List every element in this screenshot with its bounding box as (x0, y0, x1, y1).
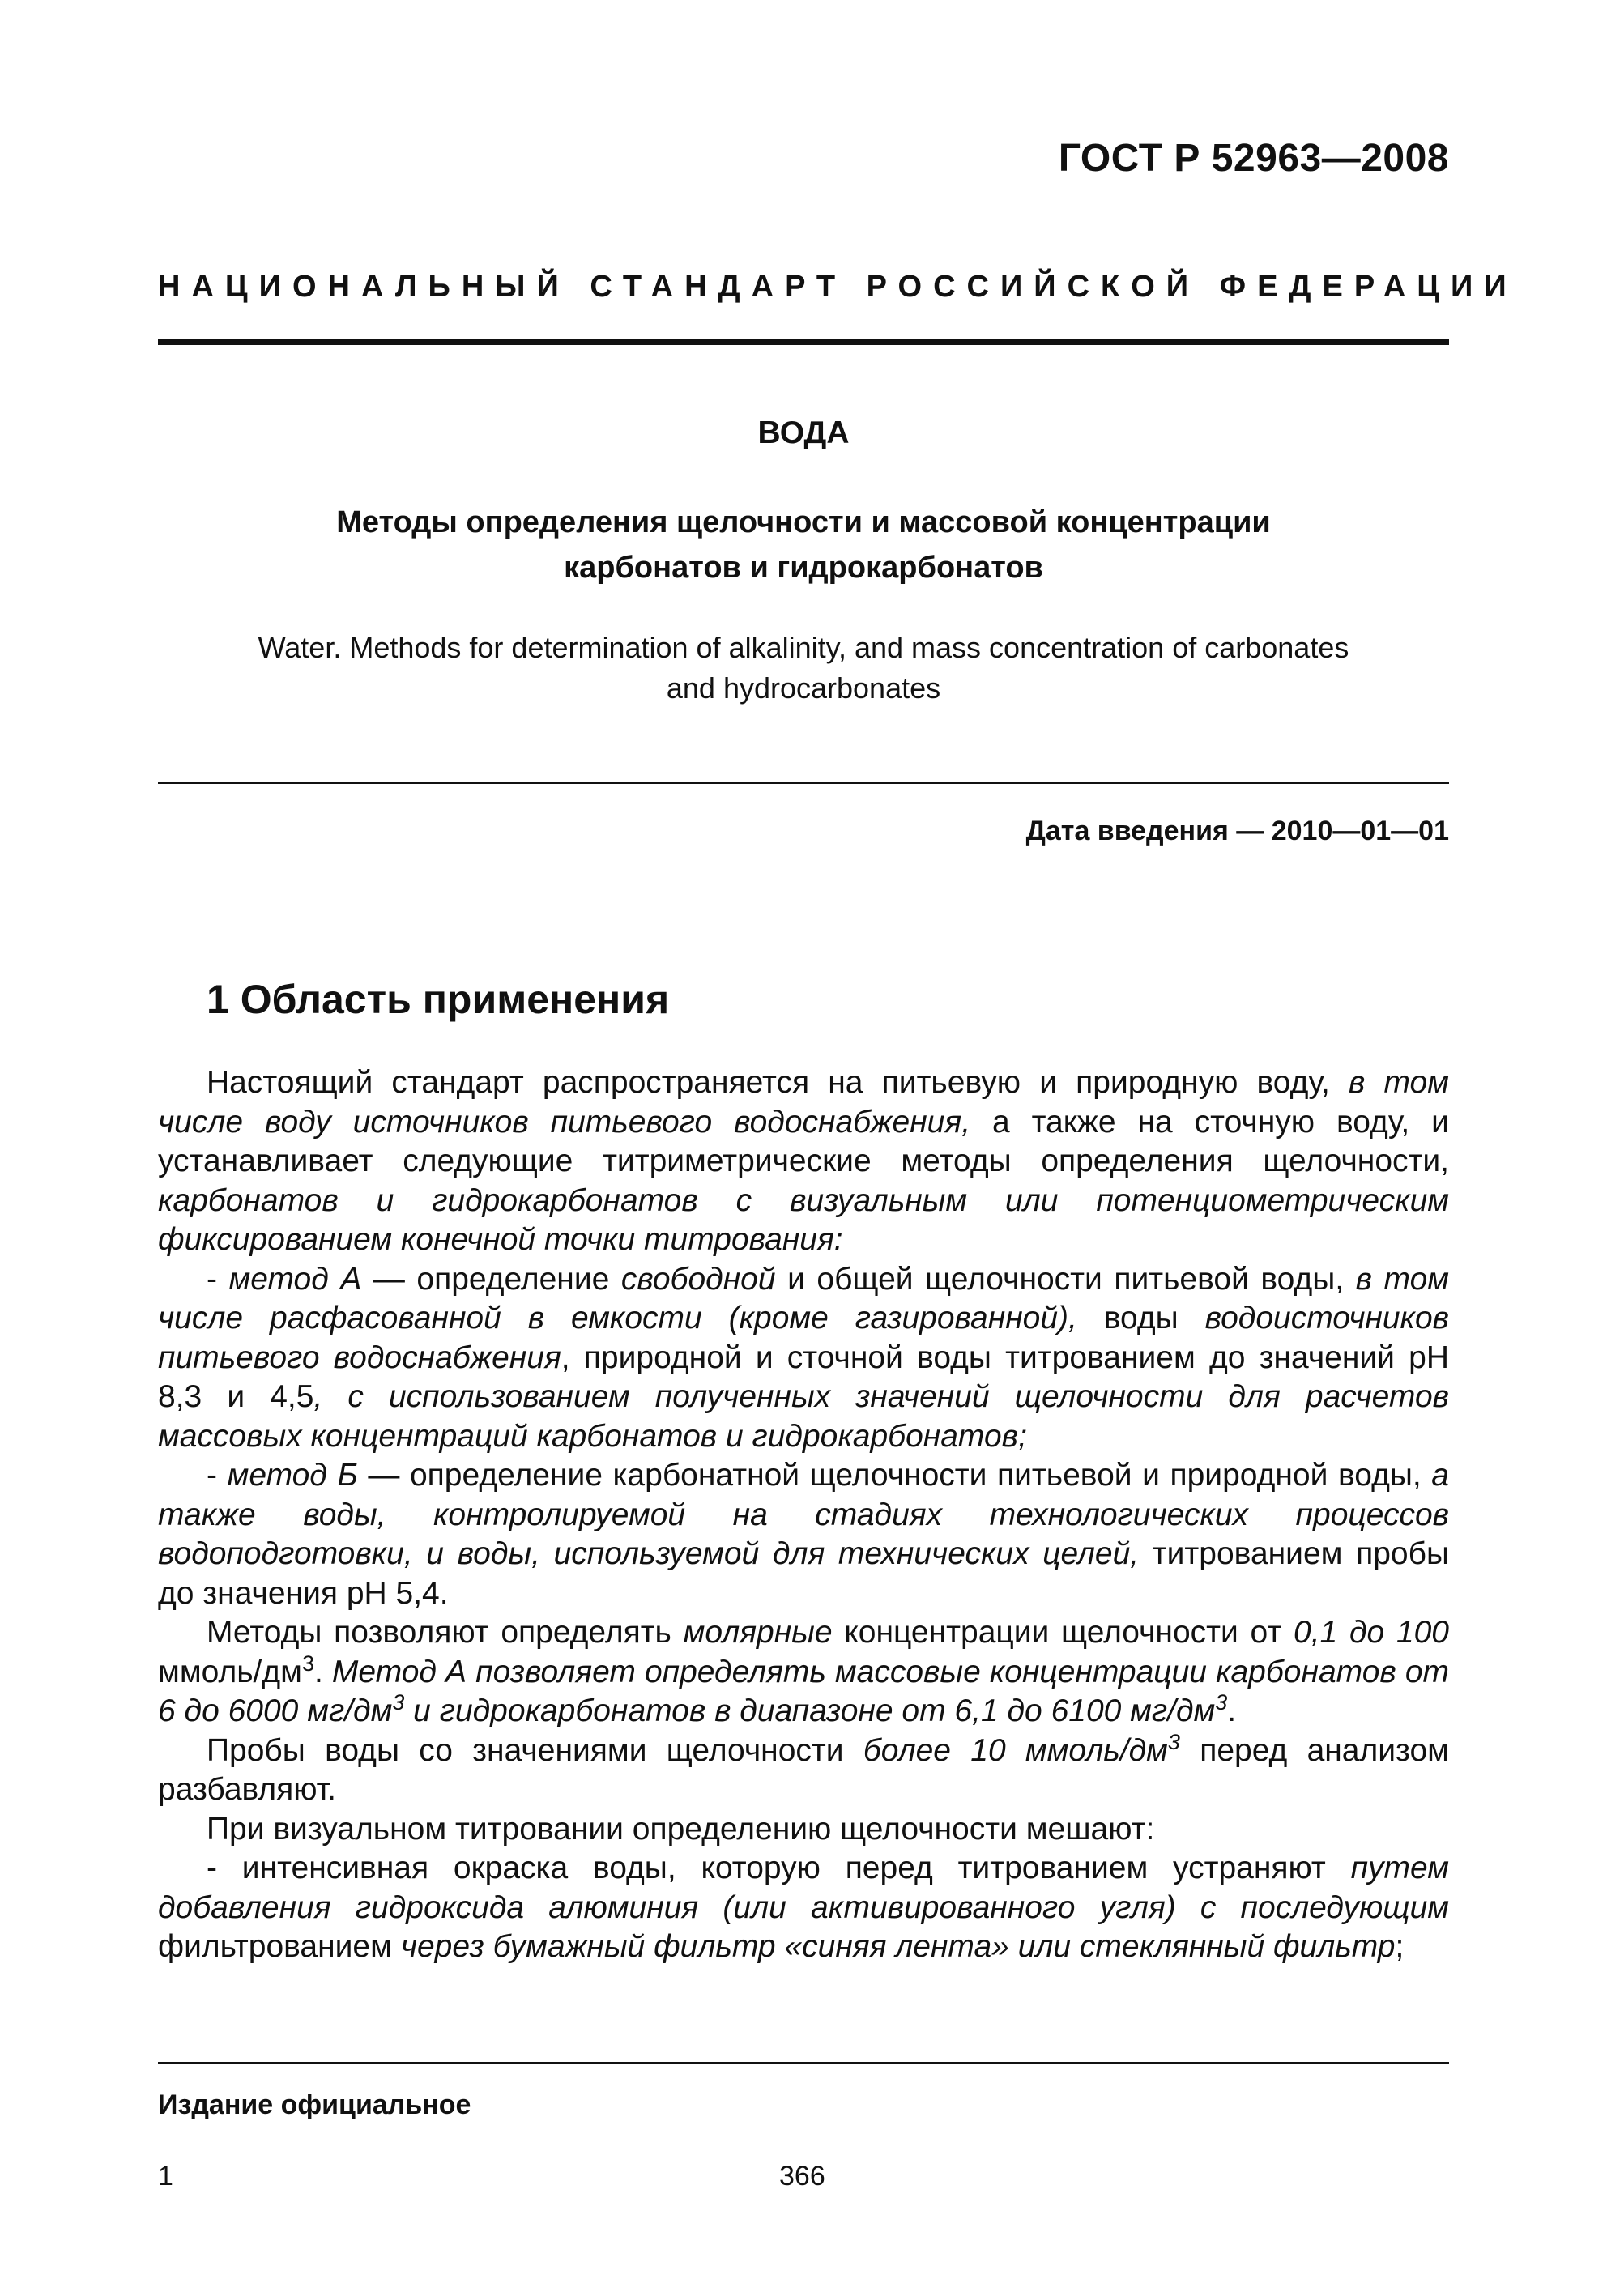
paragraph-method-a: - метод А — определение свободной и общей щелочности питьевой воды, в том числе расфасованной в емкости (кроме газированной), воды водоисточников питьевого водоснабжения, природной и сточной воды титрованием до значений рН 8,3 и 4,5, с использованием полученных значений щелочности для расчетов массовых концентраций карбонатов и гидрокарбонатов; (158, 1261, 1450, 1454)
paragraph-color-interference: - интенсивная окраска воды, которую перед титрованием устраняют путем добавления гидроксида алюминия (или активированного угля) с последующим фильтрованием через бумажный фильтр «синяя лента» или стеклянный фильтр; (158, 1851, 1449, 1964)
page-number-left: 1 (158, 2161, 173, 2192)
english-title-line-2: and hydrocarbonates (666, 671, 941, 705)
paragraph-interference: При визуальном титровании определению щелочности мешают: (207, 1811, 1155, 1847)
edition-label: Издание официальное (158, 2089, 471, 2120)
paragraph-dilution: Пробы воды со значениями щелочности более 10 ммоль/$дм^3$ перед анализом разбавляют. (158, 1729, 1449, 1807)
document-number: ГОСТ Р 52963—2008 (1058, 137, 1449, 180)
paragraph-method-b: - метод Б — определение карбонатной щелочности питьевой и природной воды, а также воды, контролируемой на стадиях технологических процессов водоподготовки, и воды, используемой для технических целей, титрованием пробы до значения рН 5,4. (158, 1458, 1449, 1611)
paragraph-scope: Настоящий стандарт распространяется на питьевую и природную воду, в том числе воду источников питьевого водоснабжения, а также на сточную воду, и устанавливает следующие титриметрические методы определения щелочности, карбонатов и гидрокарбонатов с визуальным или потенциометрическим фиксированием конечной точки титрования: (158, 1065, 1449, 1257)
section-heading: 1 Область применения (207, 977, 670, 1022)
national-standard-heading: НАЦИОНАЛЬНЫЙ СТАНДАРТ РОССИЙСКОЙ ФЕДЕРАЦИИ (158, 270, 1518, 304)
english-title-line-1: Water. Methods for determination of alkalinity, and mass concentration of carbonates (258, 631, 1349, 664)
introduction-date: Дата введения — 2010—01—01 (1025, 816, 1449, 846)
title-divider (158, 782, 1449, 784)
section-body (158, 1063, 1449, 1967)
document-subtitle (158, 500, 1449, 590)
english-title (158, 628, 1449, 709)
subtitle-line-2: карбонатов и гидрокарбонатов (564, 551, 1043, 585)
footer-divider (158, 2062, 1449, 2064)
paragraph-ranges: Методы позволяют определять молярные концентрации щелочности от 0,1 до 100 ммоль/$дм^3$. Метод А позволяет определять массовые концентрации карбонатов от 6 до 6000 $мг/дм^3$ и гидрокарбонатов в диапазоне от 6,1 до 6100 $мг/дм^3$. (158, 1615, 1450, 1728)
page-number-center: 366 (779, 2161, 825, 2192)
document-title: ВОДА (757, 415, 850, 450)
subtitle-line-1: Методы определения щелочности и массовой концентрации (336, 505, 1271, 539)
header-divider (158, 339, 1449, 345)
